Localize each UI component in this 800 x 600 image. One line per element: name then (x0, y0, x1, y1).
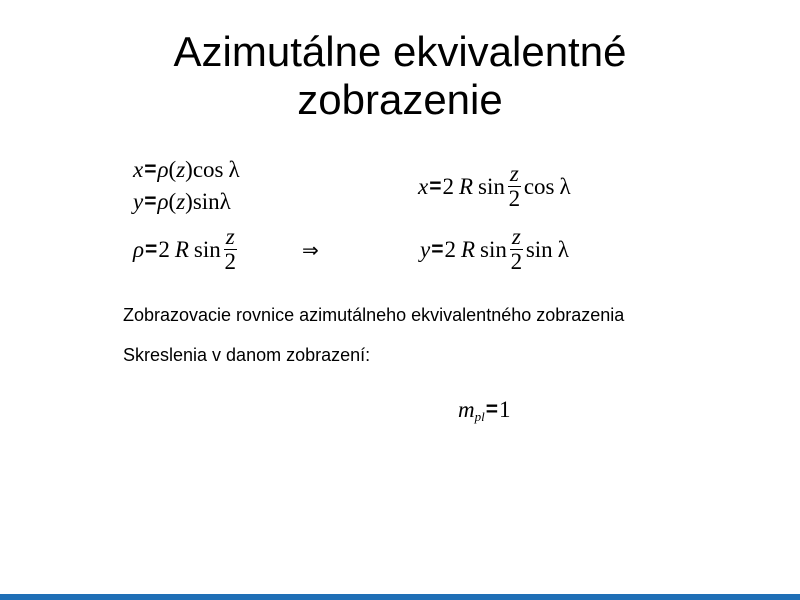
var-rho: ρ (133, 236, 145, 262)
right-paren: ) (185, 157, 193, 182)
sin-function: sin (193, 236, 221, 262)
fraction-z-over-2 (224, 225, 237, 274)
number-two: 2 (444, 236, 456, 262)
var-rho: ρ (157, 157, 169, 182)
var-R: R (174, 236, 189, 262)
var-R: R (460, 236, 476, 262)
sin-function: sin (192, 189, 220, 214)
number-two: 2 (158, 236, 170, 262)
fraction-numerator: z (509, 161, 519, 186)
equation-x-final (418, 162, 571, 211)
var-y: y (133, 189, 144, 214)
equals-sign: = (429, 174, 442, 198)
footer-accent-bar (0, 594, 800, 600)
var-y: y (420, 236, 431, 262)
fraction-z-over-2 (510, 225, 523, 274)
title-line-1: Azimutálne ekvivalentné (173, 28, 627, 75)
equation-y-rho (133, 189, 231, 215)
var-lambda: λ (557, 236, 569, 262)
equals-sign: = (145, 237, 158, 261)
subheading-text: Skreslenia v danom zobrazení: (123, 345, 371, 365)
equation-y-final (420, 225, 569, 274)
fraction-denominator: 2 (510, 249, 523, 274)
equation-m-pl (458, 397, 511, 423)
fraction-denominator: 2 (224, 249, 236, 274)
fraction-denominator: 2 (508, 186, 521, 211)
var-x: x (133, 157, 144, 182)
equals-sign: = (431, 237, 444, 261)
sin-function: sin (480, 236, 507, 262)
fraction-numerator: z (511, 224, 521, 249)
subscript-pl: pl (474, 409, 485, 424)
sin-function: sin (525, 236, 553, 262)
var-lambda: λ (559, 173, 571, 199)
var-x: x (418, 173, 429, 199)
title-line-2: zobrazenie (297, 76, 503, 123)
left-paren: ( (168, 157, 177, 182)
equation-rho (133, 225, 240, 274)
caption-text: Zobrazovacie rovnice azimutálneho ekvivalentného zobrazenia (123, 305, 625, 325)
left-paren: ( (168, 189, 177, 214)
cos-function: cos (523, 173, 555, 199)
var-lambda: λ (228, 157, 240, 182)
var-m: m (458, 397, 475, 422)
var-z: z (176, 189, 186, 214)
right-paren: ) (185, 189, 193, 214)
sin-function: sin (478, 173, 505, 199)
number-one: 1 (499, 397, 511, 422)
var-lambda: λ (219, 189, 231, 214)
var-z: z (176, 157, 186, 182)
cos-function: cos (192, 157, 224, 182)
fraction-z-over-2 (508, 162, 521, 211)
var-rho: ρ (157, 189, 169, 214)
equation-x-rho (133, 157, 240, 183)
equals-sign: = (144, 190, 157, 213)
equals-sign: = (485, 398, 499, 421)
equals-sign: = (144, 158, 157, 181)
var-R: R (458, 173, 474, 199)
slide-title (0, 28, 800, 124)
number-two: 2 (442, 173, 454, 199)
implies-arrow-icon: ⇒ (302, 238, 319, 262)
fraction-numerator: z (225, 224, 235, 249)
